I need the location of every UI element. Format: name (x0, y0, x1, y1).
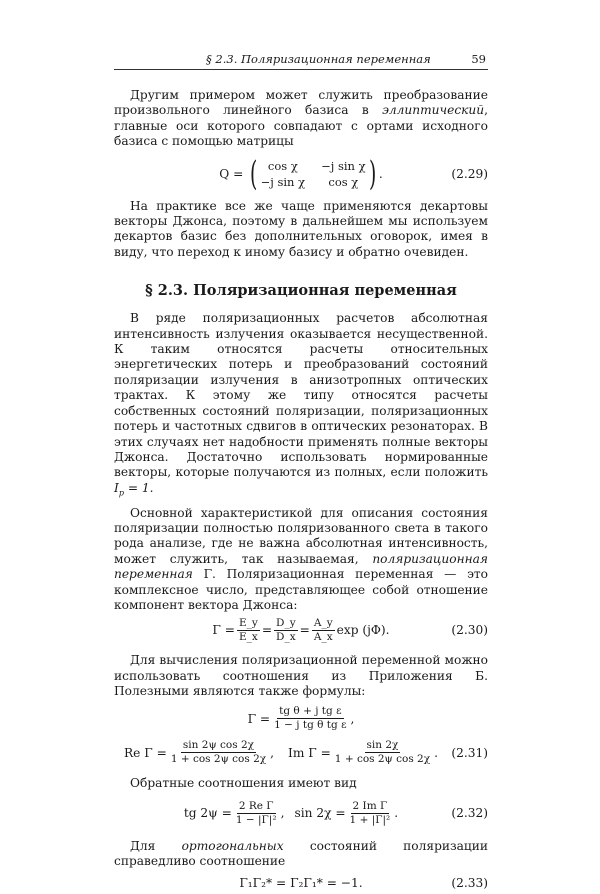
fraction-denominator: 1 + cos 2ψ cos 2χ (170, 753, 267, 766)
section-heading: § 2.3. Поляризационная переменная (145, 282, 457, 300)
paragraph-inverse: Обратные соотношения имеют вид (130, 775, 357, 790)
equation-number: (2.32) (451, 806, 488, 821)
term-emphasis: поляризационная переменная (114, 551, 488, 582)
fraction-denominator: 1 + |Γ|² (349, 813, 391, 826)
equation-2-31: Re Γ = $\frac{\text{sin 2ψ cos 2χ}}{\text{1 + cos 2ψ cos 2χ}}$ , Im Γ = $\frac{\sin 2\chi}{\text{1 + cos 2ψ cos 2χ}}$ . (2.31) (124, 739, 488, 766)
matrix-cell: cos χ (328, 174, 359, 189)
matrix-q (247, 153, 378, 194)
fraction-numerator: D_y (276, 616, 296, 629)
im-gamma-lhs: Im Γ = (288, 745, 331, 760)
fraction-denominator: 1 − |Γ|² (235, 813, 277, 826)
fraction-numerator: 2 Im Γ (352, 799, 388, 812)
eq-gamma-lhs: Γ = (247, 711, 271, 726)
text-fragment: Основной характеристикой для описания состояния поляризации полностью поляризованного света в такого рода анализе, где не важна абсолютная интенсивность, может служить, так называемая, (114, 505, 488, 566)
equation-2-32: tg 2ψ = $\frac{\text{2 Re Γ}}{\text{1 − |Γ|²}}$ , sin 2χ = $\frac{\text{2 Im Γ}}{\text{1 + |Γ|²}}$ . (2.32) (183, 799, 488, 826)
equation-number: (2.29) (451, 166, 488, 181)
fraction-numerator: tg θ + j tg ε (279, 705, 342, 718)
paragraph-intro (114, 88, 488, 150)
matrix-cell: −j sin χ (260, 174, 306, 189)
fraction-denominator: E_x (238, 630, 258, 643)
page-number: 59 (471, 52, 486, 66)
fraction-denominator: D_x (276, 630, 296, 643)
running-header (114, 52, 488, 70)
fraction-numerator: sin 2χ (366, 739, 399, 752)
tg-lhs: tg 2ψ = (183, 806, 232, 821)
equation-2-29 (114, 153, 488, 195)
equation-gamma-angles (114, 704, 488, 734)
paragraph-intensity (114, 311, 488, 500)
book-page (114, 52, 488, 894)
sin-lhs: sin 2χ = (294, 806, 346, 821)
text-fragment: Для (130, 839, 156, 854)
matrix-cell: −j sin χ (321, 158, 366, 173)
eq-gamma-end: , (350, 711, 355, 726)
paragraph-orthogonal (114, 839, 488, 870)
re-gamma-lhs: Re Γ = (124, 745, 167, 760)
matrix-cell: cos χ (267, 158, 298, 173)
fraction-denominator: A_x (313, 630, 333, 643)
eq230-lhs: Γ = (212, 623, 235, 638)
eq230-tail: exp (jΦ). (336, 623, 390, 638)
equation-number: (2.30) (451, 623, 488, 638)
paragraph-formulas: Для вычисления поляризационной переменной можно использовать соотношения из Приложения Б. Полезными являются также формулы: (114, 653, 488, 699)
fraction-denominator: 1 + cos 2ψ cos 2χ (334, 753, 431, 766)
right-paren: ) (368, 153, 376, 194)
paragraph-intro-text: Другим примером может служить преобразование произвольного линейного базиса в эллиптический, главные оси которого совпадают с ортами исходного базиса с помощью матрицы (114, 88, 488, 149)
text-fragment: состояний поляризации справедливо соотношение (114, 839, 488, 869)
fraction-numerator: E_y (238, 616, 258, 629)
paragraph-intensity-text: В ряде поляризационных расчетов абсолютная интенсивность излучения оказывается несущественной. К таким относятся расчеты относительных энергетических потерь и преобразований состояний поляризации излучения в анизотропных оптических трактах. К этому же типу относятся расчеты собственных состояний поляризации, поляризационных потерь и частотных сдвигов в оптических резонаторах. В этих случаях нет надобности применять полные векторы Джонса. Достаточно использовать нормированные векторы, которые получаются из полных, если положить (114, 311, 488, 480)
equation-2-30: Γ = $\frac{E\_y}{E\_x}$ = $\frac{D\_y}{D\_x}$ = $\frac{A\_y}{A\_x}$ exp (jΦ). (2.30) (212, 616, 488, 643)
paragraph-cartesian: На практике все же чаще применяются декартовы векторы Джонса, поэтому в дальнейшем мы используем декартов базис без дополнительных оговорок, имея в виду, что переход к иному базису и обратно очевиден. (114, 198, 488, 259)
fraction-numerator: 2 Re Γ (238, 799, 274, 812)
paragraph-polarization-variable (114, 506, 488, 614)
left-paren: ( (250, 153, 258, 194)
fraction-denominator: 1 − j tg θ tg ε (274, 719, 347, 732)
text-fragment: Γ. Поляризационная переменная — это комплексное число, представляющее собой отношение компонент вектора Джонса: (114, 567, 488, 612)
equation-number: (2.33) (451, 875, 488, 890)
equation-2-33 (114, 872, 488, 894)
term-emphasis: ортогональных (181, 839, 284, 854)
eq229-lhs: Q = (219, 166, 244, 181)
normalization-formula: $I_p = 1$. (114, 480, 154, 498)
term-emphasis: эллиптический (382, 103, 485, 118)
eq229-end: . (378, 166, 383, 181)
orthogonality-relation: Γ₁Γ₂* = Γ₂Γ₁* = −1. (239, 875, 363, 890)
fraction-numerator: sin 2ψ cos 2χ (182, 739, 254, 752)
equation-number: (2.31) (451, 745, 488, 760)
running-header-title: § 2.3. Поляризационная переменная (206, 52, 431, 66)
fraction-numerator: A_y (313, 616, 333, 629)
